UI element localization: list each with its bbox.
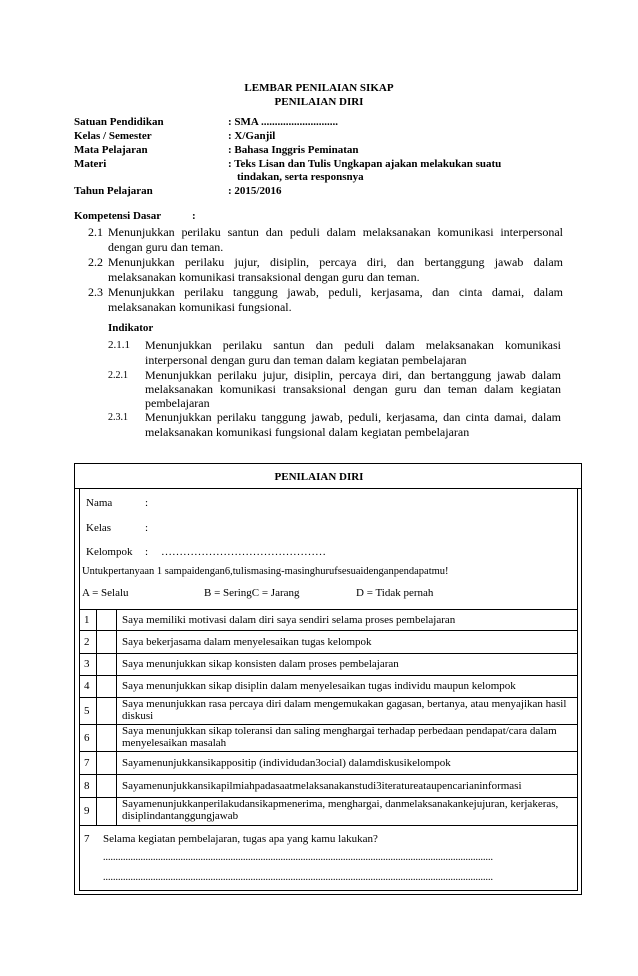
row-text: Saya menunjukkan sikap disiplin dalam menyelesaikan tugas individu maupun kelompok — [122, 680, 516, 692]
doc-title: LEMBAR PENILAIAN SIKAP — [244, 82, 394, 94]
row-number: 5 — [84, 705, 90, 717]
row-number: 7 — [84, 757, 90, 769]
kelompok-label: Kelompok — [86, 546, 133, 558]
indikator-num: 2.1.1 — [108, 339, 130, 351]
indikator-num: 2.2.1 — [108, 370, 128, 381]
nama-label: Nama — [86, 497, 113, 509]
kd-label: Kompetensi Dasar — [74, 210, 162, 222]
kd-colon: : — [192, 210, 196, 222]
indikator-num: 2.3.1 — [108, 412, 128, 423]
kelas-colon: : — [145, 522, 149, 534]
row-number: 3 — [84, 658, 90, 670]
info-value-cont: tindakan, serta responsnya — [237, 171, 364, 183]
row-number: 2 — [84, 636, 90, 648]
indikator-text: Menunjukkan perilaku jujur, disiplin, percaya diri, dan bertanggung jawab dalam — [145, 368, 561, 382]
kd-text-cont: melaksanakan komunikasi fungsional. — [108, 300, 292, 314]
indikator-label: Indikator — [108, 322, 154, 334]
form-title: PENILAIAN DIRI — [274, 471, 364, 483]
indikator-text: Menunjukkan perilaku santun dan peduli dalam melaksanakan komunikasi — [145, 338, 561, 352]
kd-num: 2.3 — [88, 285, 103, 299]
row-text: Sayamenunjukkansikapilmiahpadasaatmelaksanakanstudi3iteratureataupencarianinformasi — [122, 780, 522, 792]
info-value: : 2015/2016 — [228, 185, 282, 197]
question-text: Selama kegiatan pembelajaran, tugas apa yang kamu lakukan? — [103, 833, 378, 845]
row-number: 4 — [84, 680, 90, 692]
row-text: Saya bekerjasama dalam menyelesaikan tugas kelompok — [122, 636, 372, 648]
info-value: : Bahasa Inggris Peminatan — [228, 144, 359, 156]
kd-text: Menunjukkan perilaku tanggung jawab, peduli, kerjasama, dan cinta damai, dalam — [108, 285, 563, 299]
instruction-text: Untukpertanyaan 1 sampaidengan6,tulismasing-masinghurufsesuaidenganpendapatmu! — [82, 566, 449, 577]
nama-colon: : — [145, 497, 149, 509]
indikator-text-cont: pembelajaran — [145, 396, 210, 410]
row-number: 7 — [84, 833, 90, 845]
info-label: Mata Pelajaran — [74, 144, 148, 156]
row-text: Saya menunjukkan sikap konsisten dalam proses pembelajaran — [122, 658, 399, 670]
kd-text: Menunjukkan perilaku santun dan peduli dalam melaksanakan komunikasi interpersonal — [108, 225, 563, 239]
indikator-text: Menunjukkan perilaku tanggung jawab, peduli, kerjasama, dan cinta damai, dalam — [145, 410, 561, 424]
doc-subtitle: PENILAIAN DIRI — [274, 96, 364, 108]
option-a: A = Selalu — [82, 587, 129, 599]
kd-text-cont: melaksanakan komunikasi transaksional dengan guru dan teman. — [108, 270, 420, 284]
kd-num: 2.2 — [88, 255, 103, 269]
kelas-label: Kelas — [86, 522, 112, 534]
option-b-c: B = SeringC = Jarang — [204, 587, 300, 599]
info-label: Tahun Pelajaran — [74, 185, 153, 197]
info-value: : Teks Lisan dan Tulis Ungkapan ajakan melakukan suatu — [228, 158, 502, 170]
kd-num: 2.1 — [88, 225, 103, 239]
answer-line: ............................................................................................................................................................ — [103, 872, 493, 883]
row-number: 6 — [84, 732, 90, 744]
info-value: : X/Ganjil — [228, 130, 276, 142]
info-label: Satuan Pendidikan — [74, 116, 164, 128]
info-value: : SMA ............................ — [228, 116, 338, 128]
indikator-text-cont: melaksanakan komunikasi transaksional dengan guru dan teman dalam kegiatan — [145, 382, 561, 396]
info-label: Materi — [74, 158, 107, 170]
kelompok-colon: : — [145, 546, 149, 558]
row-text: Sayamenunjukkanperilakudansikapmenerima, menghargai, danmelaksanakankejujuran, kerjakeras, disiplindantanggungjawab — [122, 798, 559, 822]
answer-line: ............................................................................................................................................................ — [103, 852, 493, 863]
info-label: Kelas / Semester — [74, 130, 152, 142]
row-number: 1 — [84, 614, 90, 626]
row-text: Saya memiliki motivasi dalam diri saya sendiri selama proses pembelajaran — [122, 614, 456, 626]
kd-text-cont: dengan guru dan teman. — [108, 240, 224, 254]
row-number: 9 — [84, 805, 90, 817]
indikator-text-cont: melaksanakan komunikasi fungsional dalam kegiatan pembelajaran — [145, 425, 470, 439]
option-d: D = Tidak pernah — [356, 587, 434, 599]
row-text: Saya menunjukkan sikap toleransi dan saling menghargai terhadap perbedaan pendapat/cara dalam menyelesaikan masalah — [122, 725, 557, 749]
kd-text: Menunjukkan perilaku jujur, disiplin, percaya diri, dan bertanggung jawab dalam — [108, 255, 563, 269]
row-text: Sayamenunjukkansikappositip (individudan3ocial) dalamdiskusikelompok — [122, 757, 451, 769]
row-text: Saya menunjukkan rasa percaya diri dalam mengemukakan gagasan, bertanya, atau menyajikan hasil diskusi — [122, 698, 567, 722]
row-number: 8 — [84, 780, 90, 792]
indikator-text-cont: interpersonal dengan guru dan teman dalam kegiatan pembelajaran — [145, 353, 467, 367]
kelompok-dots: ……………………………………… — [161, 546, 326, 558]
